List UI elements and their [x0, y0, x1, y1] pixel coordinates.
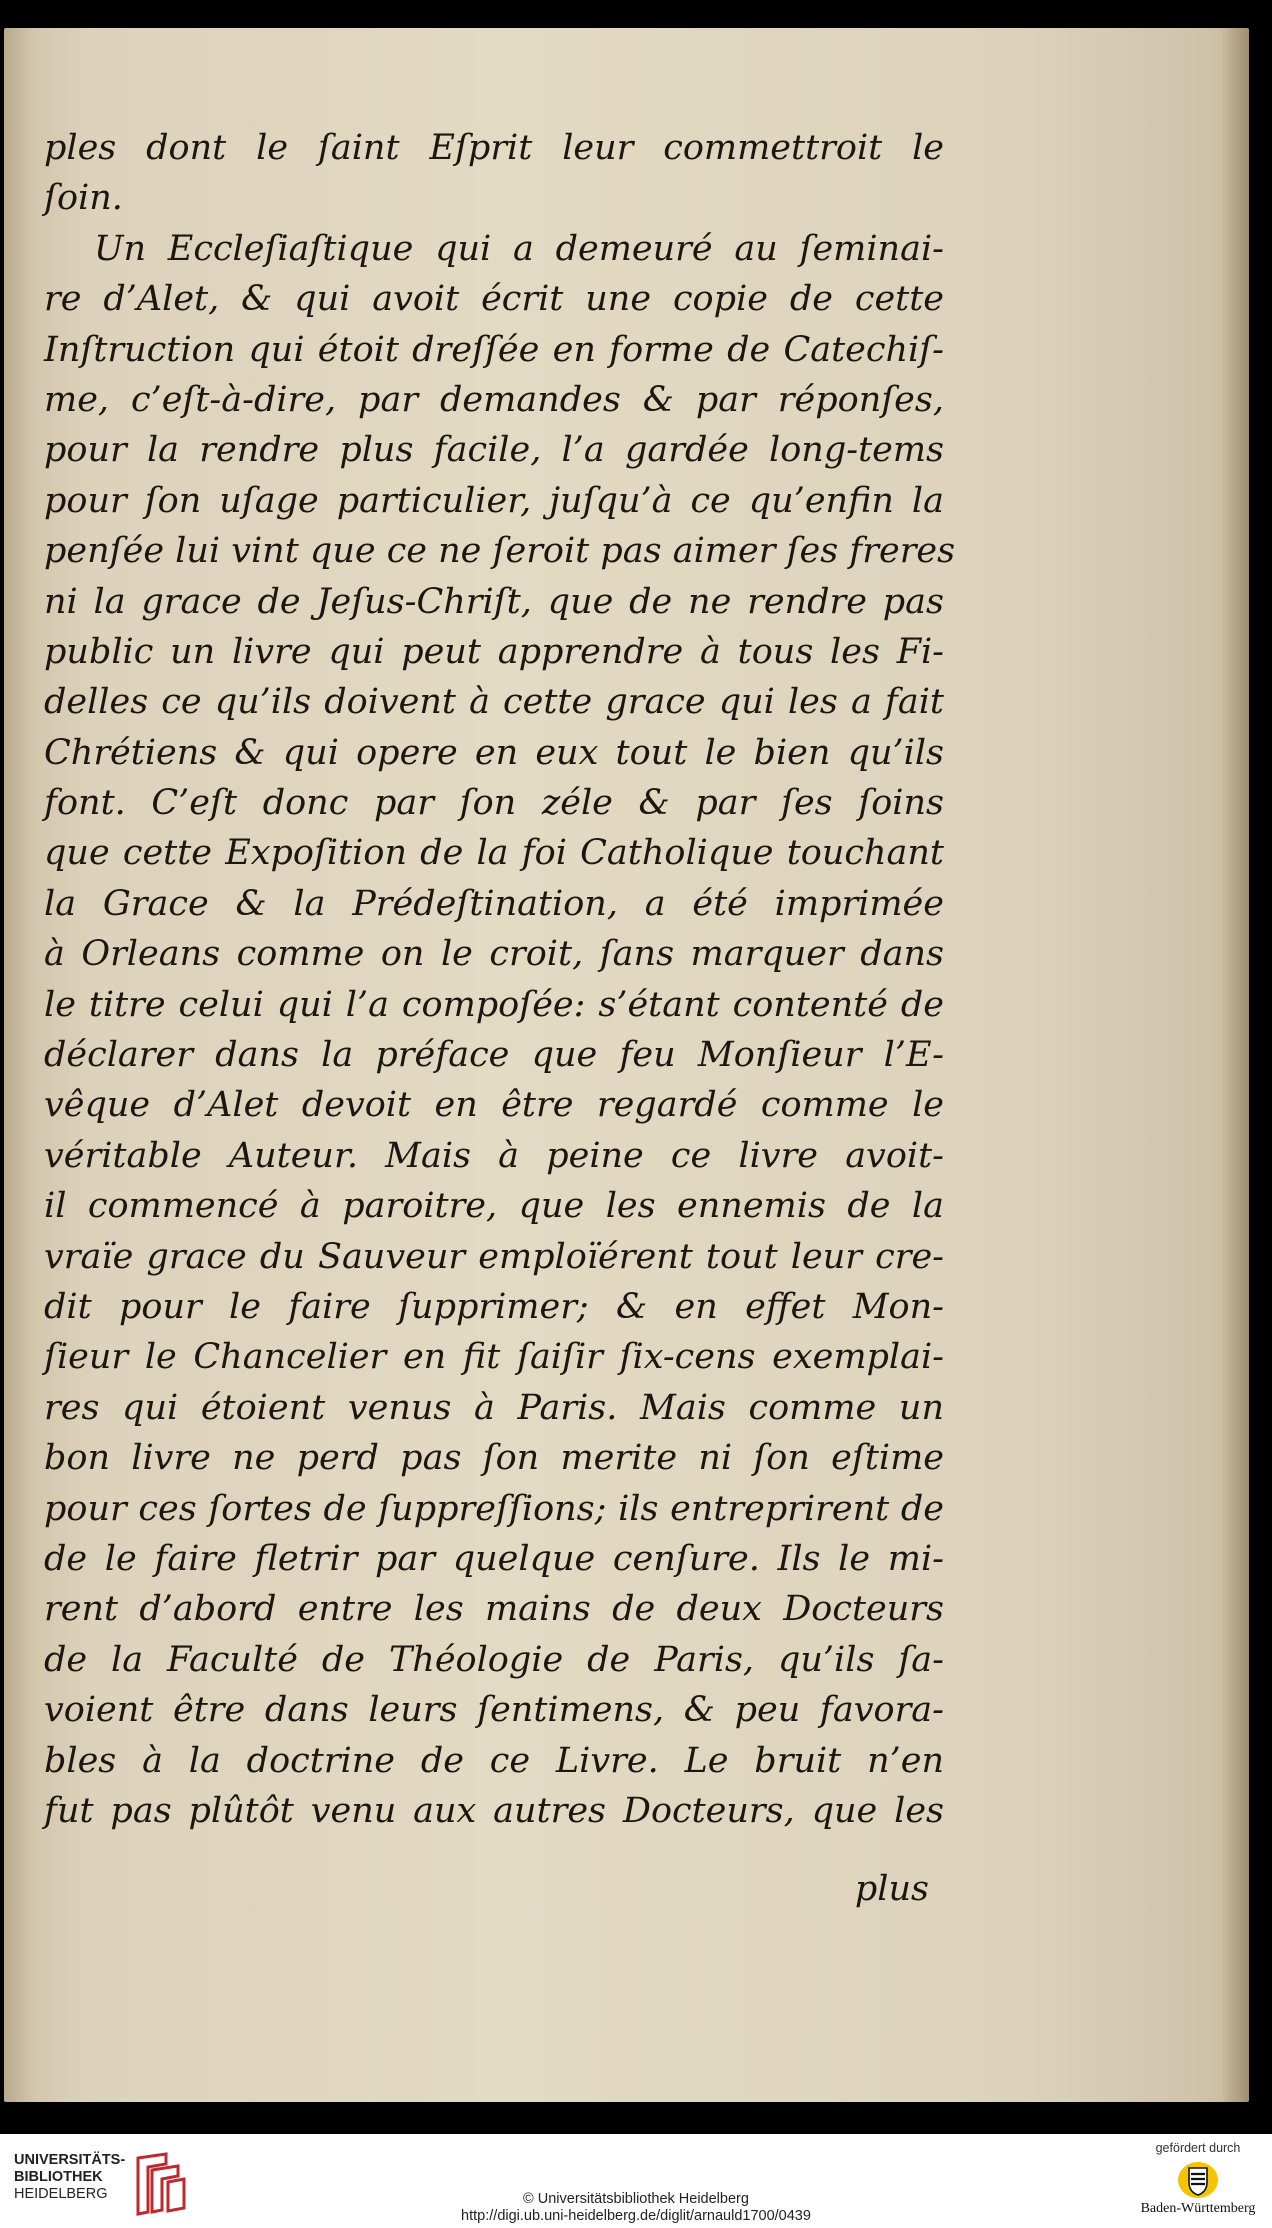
sponsor-name: Baden-Württemberg	[1140, 2201, 1256, 2216]
viewer-footer	[0, 2134, 1272, 2228]
page-text	[44, 123, 956, 1836]
text-line: penſée lui vint que ce ne ſeroit pas aimer ſes freres	[44, 531, 956, 572]
text-line: dit pour le faire ſupprimer; & en effet Mon-	[44, 1286, 944, 1327]
text-line: ni la grace de Jeſus-Chriſt, que de ne rendre pas	[44, 581, 944, 622]
sponsor-block[interactable]	[1138, 2140, 1258, 2224]
text-line: Chrétiens & qui opere en eux tout le bien qu’ils	[44, 732, 944, 773]
text-line: pour ces ſortes de ſuppreſſions; ils entreprirent de	[44, 1488, 944, 1529]
coat-of-arms-icon	[1176, 2160, 1220, 2200]
text-line: la Grace & la Prédeſtination, a été imprimée	[44, 883, 944, 924]
book-page	[4, 28, 1249, 2102]
text-line: à Orleans comme on le croit, ſans marquer dans	[44, 934, 944, 975]
text-line: rent d’abord entre les mains de deux Docteurs	[44, 1589, 944, 1630]
text-line: res qui étoient venus à Paris. Mais comme un	[44, 1387, 944, 1428]
text-line: bles à la doctrine de ce Livre. Le bruit n’en	[44, 1740, 944, 1781]
text-line: véritable Auteur. Mais à peine ce livre avoit-	[44, 1135, 944, 1176]
text-line: me, c’eſt-à-dire, par demandes & par réponſes,	[44, 379, 944, 420]
text-line: de la Faculté de Théologie de Paris, qu’ils ſa-	[44, 1639, 944, 1680]
text-line: pour la rendre plus facile, l’a gardée long-tems	[44, 430, 944, 471]
text-line: re d’Alet, & qui avoit écrit une copie de cette	[44, 279, 944, 320]
text-line: ples dont le ſaint Eſprit leur commettroit le	[44, 128, 944, 168]
text-line: déclarer dans la préface que feu Monſieur l’E-	[44, 1035, 944, 1076]
text-line: font. C’eſt donc par ſon zéle & par ſes ſoins	[44, 783, 944, 824]
text-line: le titre celui qui l’a compoſée: s’étant contenté de	[44, 984, 944, 1025]
text-line: vraïe grace du Sauveur emploïérent tout leur cre-	[44, 1236, 944, 1277]
text-line: ſieur le Chancelier en fit ſaiſir ſix-cens exemplai-	[44, 1337, 944, 1378]
text-line: de le faire fletrir par quelque cenſure. Ils le mi-	[44, 1538, 944, 1579]
library-name-line: BIBLIOTHEK	[14, 2169, 103, 2185]
text-line: bon livre ne perd pas ſon merite ni ſon eſtime	[44, 1438, 944, 1479]
permalink-url[interactable]: http://digi.ub.uni-heidelberg.de/diglit/arnauld1700/0439	[461, 2208, 811, 2224]
text-line: il commencé à paroitre, que les ennemis de la	[44, 1186, 944, 1227]
catchword: plus	[854, 1869, 929, 1909]
library-name-line: HEIDELBERG	[14, 2186, 108, 2202]
text-line: Inſtruction qui étoit dreſſée en forme de Catechiſ-	[44, 329, 944, 370]
text-line: fut pas plûtôt venu aux autres Docteurs, que les	[44, 1790, 944, 1831]
text-line: vêque d’Alet devoit en être regardé comme le	[44, 1085, 944, 1126]
text-line: delles ce qu’ils doivent à cette grace qui les a fait	[44, 682, 944, 723]
text-line: ſoin.	[44, 178, 123, 219]
text-line: Un Eccleſiaſtique qui a demeuré au ſeminai-	[94, 228, 944, 269]
text-line: que cette Expoſition de la foi Catholique touchant	[44, 833, 944, 874]
text-line: pour ſon uſage particulier, juſqu’à ce qu’enfin la	[44, 480, 944, 521]
text-line: voient être dans leurs ſentimens, & peu favora-	[44, 1690, 944, 1731]
sponsor-label: gefördert durch	[1155, 2141, 1241, 2155]
copyright-text: © Universitätsbibliothek Heidelberg	[523, 2191, 749, 2207]
text-line: public un livre qui peut apprendre à tous les Fi-	[44, 631, 944, 672]
library-name-line: UNIVERSITÄTS-	[14, 2152, 126, 2168]
